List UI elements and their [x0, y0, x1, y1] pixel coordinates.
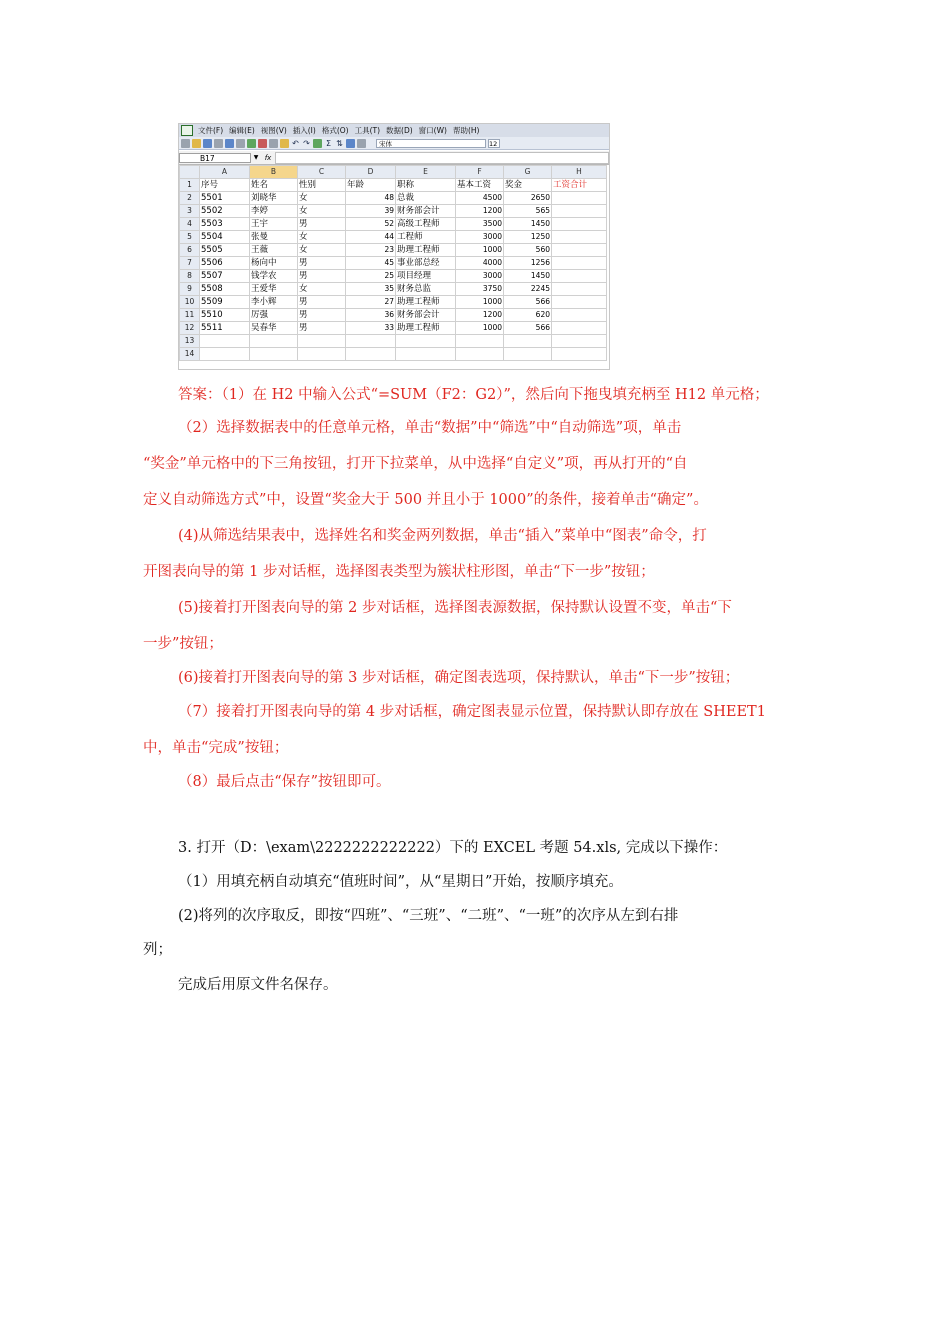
menu-window[interactable]: 窗口(W) — [418, 126, 447, 135]
table-cell[interactable]: 35 — [346, 283, 396, 296]
table-cell[interactable]: 5509 — [200, 296, 250, 309]
table-cell[interactable]: 5505 — [200, 244, 250, 257]
table-cell[interactable] — [456, 348, 504, 361]
table-cell[interactable]: 工资合计 — [552, 179, 607, 192]
table-cell[interactable]: 财务部会计 — [396, 205, 456, 218]
answer-line: （7）接着打开图表向导的第 4 步对话框，确定图表显示位置，保持默认即存放在 SHEET1 — [178, 704, 766, 720]
menu-file[interactable]: 文件(F) — [198, 126, 224, 135]
table-cell[interactable]: 3500 — [456, 218, 504, 231]
table-cell[interactable]: 565 — [504, 205, 552, 218]
table-cell[interactable]: 2245 — [504, 283, 552, 296]
table-row — [180, 218, 607, 231]
table-cell[interactable]: 男 — [298, 257, 346, 270]
row-header[interactable]: 9 — [180, 283, 200, 296]
grid-body — [180, 179, 607, 361]
table-cell[interactable]: 刘晓华 — [250, 192, 298, 205]
table-cell[interactable]: 基本工资 — [456, 179, 504, 192]
table-cell[interactable]: 1450 — [504, 218, 552, 231]
table-cell[interactable]: 3000 — [456, 231, 504, 244]
table-cell[interactable]: 4500 — [456, 192, 504, 205]
undo-icon[interactable]: ↶ — [292, 138, 299, 148]
row-header[interactable]: 4 — [180, 218, 200, 231]
table-cell[interactable]: 560 — [504, 244, 552, 257]
formula-bar — [179, 151, 609, 165]
table-cell[interactable]: 高级工程师 — [396, 218, 456, 231]
table-cell[interactable] — [552, 192, 607, 205]
table-cell[interactable]: 女 — [298, 192, 346, 205]
table-cell[interactable] — [298, 335, 346, 348]
table-cell[interactable] — [552, 270, 607, 283]
table-cell[interactable]: 女 — [298, 283, 346, 296]
table-row — [180, 335, 607, 348]
table-cell[interactable]: 23 — [346, 244, 396, 257]
table-cell[interactable]: 张曼 — [250, 231, 298, 244]
table-row — [180, 309, 607, 322]
table-cell[interactable]: 女 — [298, 205, 346, 218]
table-cell[interactable]: 1000 — [456, 296, 504, 309]
table-cell[interactable]: 1200 — [456, 205, 504, 218]
table-cell[interactable] — [552, 309, 607, 322]
table-cell[interactable]: 项目经理 — [396, 270, 456, 283]
table-cell[interactable]: 男 — [298, 218, 346, 231]
answer-line: 答案：（1）在 H2 中输入公式“=SUM（F2：G2）”，然后向下拖曳填充柄至 H12 单元格； — [178, 387, 769, 403]
table-cell[interactable]: 王宇 — [250, 218, 298, 231]
table-cell[interactable]: 44 — [346, 231, 396, 244]
table-cell[interactable] — [552, 205, 607, 218]
table-row — [180, 231, 607, 244]
column-header[interactable]: G — [504, 166, 552, 179]
menu-insert[interactable]: 插入(I) — [292, 126, 316, 135]
table-cell[interactable] — [200, 335, 250, 348]
table-row — [180, 270, 607, 283]
table-cell[interactable]: 3000 — [456, 270, 504, 283]
menu-edit[interactable]: 编辑(E) — [229, 126, 255, 135]
table-cell[interactable]: 助理工程师 — [396, 322, 456, 335]
table-cell[interactable] — [346, 335, 396, 348]
table-cell[interactable]: 1000 — [456, 322, 504, 335]
table-cell[interactable]: 姓名 — [250, 179, 298, 192]
chevron-down-icon[interactable]: ▼ — [253, 154, 259, 161]
table-cell[interactable]: 4000 — [456, 257, 504, 270]
table-cell[interactable] — [346, 348, 396, 361]
table-cell[interactable]: 1256 — [504, 257, 552, 270]
table-row — [180, 244, 607, 257]
column-header[interactable]: E — [396, 166, 456, 179]
table-cell[interactable]: 5506 — [200, 257, 250, 270]
table-row — [180, 192, 607, 205]
row-header[interactable]: 3 — [180, 205, 200, 218]
table-cell[interactable]: 3750 — [456, 283, 504, 296]
table-row — [180, 296, 607, 309]
row-header[interactable]: 13 — [180, 335, 200, 348]
answer-line: （8）最后点击“保存”按钮即可。 — [178, 774, 391, 790]
font-size-select[interactable]: 12 — [488, 139, 500, 148]
table-cell[interactable]: 财务总监 — [396, 283, 456, 296]
table-cell[interactable]: 性别 — [298, 179, 346, 192]
answer-line: (5)接着打开图表向导的第 2 步对话框，选择图表源数据，保持默认设置不变，单击“下 — [178, 600, 732, 616]
table-cell[interactable]: 566 — [504, 322, 552, 335]
table-cell[interactable]: 厉强 — [250, 309, 298, 322]
cut-icon[interactable] — [258, 139, 267, 148]
select-all-corner[interactable] — [180, 166, 200, 179]
autosum-icon[interactable]: Σ — [325, 138, 332, 148]
table-cell[interactable]: 杨向中 — [250, 257, 298, 270]
sort-icon[interactable]: ⇅ — [336, 138, 343, 148]
question-line: 完成后用原文件名保存。 — [178, 977, 338, 993]
spelling-icon[interactable] — [247, 139, 256, 148]
table-cell[interactable] — [552, 335, 607, 348]
question-line: （1）用填充柄自动填充“值班时间”，从“星期日”开始，按顺序填充。 — [178, 874, 623, 890]
row-header[interactable]: 7 — [180, 257, 200, 270]
name-box[interactable]: B17 — [179, 153, 251, 163]
menu-view[interactable]: 视图(V) — [260, 126, 287, 135]
answer-line: (4)从筛选结果表中，选择姓名和奖金两列数据，单击“插入”菜单中“图表”命令，打 — [178, 528, 707, 544]
table-cell[interactable]: 620 — [504, 309, 552, 322]
table-cell[interactable]: 总裁 — [396, 192, 456, 205]
table-cell[interactable] — [396, 348, 456, 361]
table-cell[interactable]: 女 — [298, 231, 346, 244]
standard-toolbar — [179, 137, 609, 150]
answer-line: 一步”按钮； — [143, 636, 223, 652]
answer-line: (6)接着打开图表向导的第 3 步对话框，确定图表选项，保持默认，单击“下一步”按钮； — [178, 670, 740, 686]
row-header[interactable]: 11 — [180, 309, 200, 322]
answer-line: 中，单击“完成”按钮； — [143, 740, 289, 756]
table-cell[interactable]: 事业部总经 — [396, 257, 456, 270]
table-cell[interactable]: 1000 — [456, 244, 504, 257]
table-row — [180, 257, 607, 270]
question-line: 3. 打开（D：\exam\2222222222222）下的 EXCEL 考题 54.xls, 完成以下操作： — [178, 840, 728, 856]
table-cell[interactable]: 48 — [346, 192, 396, 205]
answer-line: “奖金”单元格中的下三角按钮，打开下拉菜单，从中选择“自定义”项，再从打开的“自 — [143, 456, 688, 472]
table-cell[interactable]: 助理工程师 — [396, 244, 456, 257]
redo-icon[interactable]: ↷ — [303, 138, 310, 148]
table-cell[interactable] — [552, 296, 607, 309]
formula-input[interactable] — [275, 152, 609, 164]
fx-icon[interactable]: fx — [264, 153, 272, 162]
table-cell[interactable]: 2650 — [504, 192, 552, 205]
hyperlink-icon[interactable] — [313, 139, 322, 148]
table-cell[interactable] — [250, 348, 298, 361]
menu-tools[interactable]: 工具(T) — [354, 126, 381, 135]
row-header[interactable]: 14 — [180, 348, 200, 361]
table-cell[interactable]: 男 — [298, 270, 346, 283]
permission-icon[interactable] — [214, 139, 223, 148]
column-header[interactable]: D — [346, 166, 396, 179]
row-header[interactable]: 12 — [180, 322, 200, 335]
menu-bar — [179, 124, 609, 137]
table-row — [180, 179, 607, 192]
print-icon[interactable] — [225, 139, 234, 148]
table-cell[interactable]: 钱学农 — [250, 270, 298, 283]
column-header[interactable]: C — [298, 166, 346, 179]
excel-screenshot — [178, 123, 610, 370]
row-header[interactable]: 5 — [180, 231, 200, 244]
question-line: (2)将列的次序取反，即按“四班”、“三班”、“二班”、“一班”的次序从左到右排 — [178, 908, 679, 924]
table-cell[interactable] — [396, 335, 456, 348]
table-cell[interactable] — [504, 335, 552, 348]
table-cell[interactable]: 1200 — [456, 309, 504, 322]
table-cell[interactable]: 5504 — [200, 231, 250, 244]
table-cell[interactable]: 助理工程师 — [396, 296, 456, 309]
table-cell[interactable]: 36 — [346, 309, 396, 322]
column-header[interactable]: H — [552, 166, 607, 179]
table-cell[interactable] — [552, 218, 607, 231]
table-cell[interactable]: 序号 — [200, 179, 250, 192]
table-cell[interactable]: 566 — [504, 296, 552, 309]
print-preview-icon[interactable] — [236, 139, 245, 148]
table-row — [180, 348, 607, 361]
table-cell[interactable]: 1250 — [504, 231, 552, 244]
table-cell[interactable]: 职称 — [396, 179, 456, 192]
table-cell[interactable]: 财务部会计 — [396, 309, 456, 322]
column-header[interactable]: F — [456, 166, 504, 179]
column-header-row — [180, 166, 607, 179]
table-cell[interactable] — [298, 348, 346, 361]
table-cell[interactable]: 25 — [346, 270, 396, 283]
table-cell[interactable]: 52 — [346, 218, 396, 231]
table-cell[interactable]: 李婷 — [250, 205, 298, 218]
row-header[interactable]: 2 — [180, 192, 200, 205]
table-cell[interactable]: 年龄 — [346, 179, 396, 192]
table-cell[interactable]: 工程师 — [396, 231, 456, 244]
table-cell[interactable] — [552, 322, 607, 335]
column-header[interactable]: A — [200, 166, 250, 179]
column-header[interactable]: B — [250, 166, 298, 179]
chart-wizard-icon[interactable] — [346, 139, 355, 148]
table-cell[interactable]: 5501 — [200, 192, 250, 205]
table-cell[interactable]: 33 — [346, 322, 396, 335]
menu-data[interactable]: 数据(D) — [386, 126, 413, 135]
table-row — [180, 205, 607, 218]
table-cell[interactable]: 王薇 — [250, 244, 298, 257]
table-cell[interactable]: 39 — [346, 205, 396, 218]
table-row — [180, 322, 607, 335]
table-cell[interactable]: 男 — [298, 309, 346, 322]
table-cell[interactable] — [552, 231, 607, 244]
table-cell[interactable]: 王爱华 — [250, 283, 298, 296]
table-cell[interactable]: 女 — [298, 244, 346, 257]
table-cell[interactable] — [552, 244, 607, 257]
table-cell[interactable]: 5503 — [200, 218, 250, 231]
help-icon[interactable] — [357, 139, 366, 148]
table-cell[interactable]: 27 — [346, 296, 396, 309]
menu-help[interactable]: 帮助(H) — [452, 126, 480, 135]
table-cell[interactable]: 5507 — [200, 270, 250, 283]
answer-line: 定义自动筛选方式”中，设置“奖金大于 500 并且小于 1000”的条件，接着单击“确定”。 — [143, 492, 708, 508]
new-icon[interactable] — [181, 139, 190, 148]
row-header[interactable]: 8 — [180, 270, 200, 283]
table-cell[interactable] — [250, 335, 298, 348]
table-cell[interactable] — [456, 335, 504, 348]
worksheet-grid — [179, 165, 607, 361]
font-name-select[interactable]: 宋体 — [376, 139, 486, 148]
answer-line: 开图表向导的第 1 步对话框，选择图表类型为簇状柱形图，单击“下一步”按钮； — [143, 564, 655, 580]
table-cell[interactable]: 45 — [346, 257, 396, 270]
copy-icon[interactable] — [269, 139, 278, 148]
table-cell[interactable] — [552, 257, 607, 270]
row-header[interactable]: 6 — [180, 244, 200, 257]
table-cell[interactable]: 男 — [298, 322, 346, 335]
row-header[interactable]: 10 — [180, 296, 200, 309]
paste-icon[interactable] — [280, 139, 289, 148]
table-cell[interactable]: 李小辉 — [250, 296, 298, 309]
table-cell[interactable]: 5502 — [200, 205, 250, 218]
table-cell[interactable]: 1450 — [504, 270, 552, 283]
menu-format[interactable]: 格式(O) — [321, 126, 349, 135]
table-cell[interactable] — [504, 348, 552, 361]
table-cell[interactable]: 吴春华 — [250, 322, 298, 335]
table-cell[interactable]: 5510 — [200, 309, 250, 322]
question-line: 列； — [143, 942, 172, 958]
row-header[interactable]: 1 — [180, 179, 200, 192]
table-cell[interactable] — [552, 348, 607, 361]
table-cell[interactable]: 男 — [298, 296, 346, 309]
open-icon[interactable] — [192, 139, 201, 148]
table-cell[interactable] — [200, 348, 250, 361]
table-cell[interactable]: 奖金 — [504, 179, 552, 192]
table-row — [180, 283, 607, 296]
table-cell[interactable]: 5508 — [200, 283, 250, 296]
table-cell[interactable]: 5511 — [200, 322, 250, 335]
save-icon[interactable] — [203, 139, 212, 148]
answer-line: （2）选择数据表中的任意单元格，单击“数据”中“筛选”中“自动筛选”项，单击 — [178, 420, 682, 436]
excel-app-icon — [181, 125, 193, 136]
table-cell[interactable] — [552, 283, 607, 296]
